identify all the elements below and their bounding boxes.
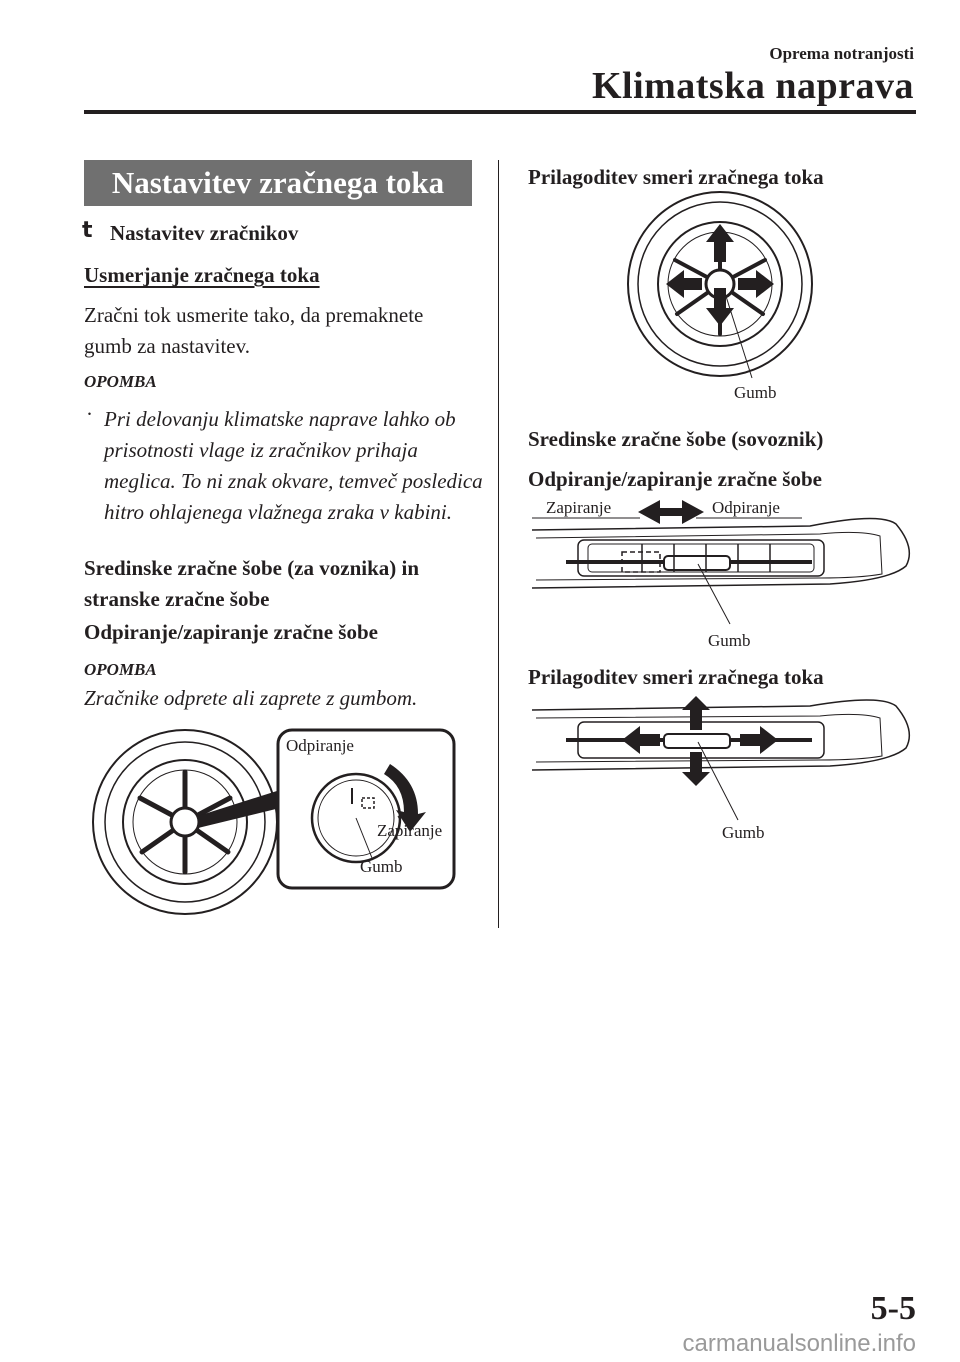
note-bullet-dot: · [86,402,93,426]
note2-label: OPOMBA [84,660,157,679]
fig2-label-open: Odpiranje [712,498,780,517]
driver-vents-heading: Sredinske zračne šobe (za voznika) in stranske zračne šobe [84,556,420,611]
note-bullet-text: Pri delovanju klimatske naprave lahko ob prisotnosti vlage iz zračnikov prihaja meglica. To ni znak okvare, temveč posledica hitro ohlajenega vlažnega zraka v kabini. [104,407,483,524]
adjust-direction-heading: Prilagoditev smeri zračnega toka [528,165,824,189]
round-vent-figure [100,720,470,920]
section-marker: t [82,218,93,243]
header-rule [84,110,916,114]
vent-heading: Nastavitev zračnikov [110,221,299,245]
fig2-label-knob: Gumb [708,631,751,650]
fig-label-knob: Gumb [360,857,403,876]
adjust-direction-heading-2: Prilagoditev smeri zračnega toka [528,665,824,689]
direction-subheading: Usmerjanje zračnega toka [84,263,320,287]
note2-text: Zračnike odprete ali zaprete z gumbom. [84,686,418,710]
fig3-label-knob: Gumb [722,823,765,842]
open-close-heading-2: Odpiranje/zapiranje zračne šobe [528,467,822,491]
page-title: Klimatska naprava [591,65,914,107]
open-close-heading: Odpiranje/zapiranje zračne šobe [84,620,378,644]
fig1-label-knob: Gumb [734,383,777,402]
fig2-label-close: Zapiranje [546,498,612,517]
section-banner: Nastavitev zračnega toka [84,160,472,206]
slot-vent-arrows-figure [530,690,920,830]
fig-label-open: Odpiranje [286,736,354,755]
fig-label-close: Zapiranje [377,821,443,840]
page-number: 5-5 [870,1290,916,1327]
passenger-vents-heading: Sredinske zračne šobe (sovoznik) [528,427,824,451]
note-label: OPOMBA [84,372,157,391]
direction-paragraph: Zračni tok usmerite tako, da premaknete gumb za nastavitev. [84,303,424,358]
section-label: Oprema notranjosti [769,44,914,63]
column-divider [498,160,499,928]
round-vent-arrows-figure [620,196,820,386]
watermark: carmanualsonline.info [682,1330,916,1357]
